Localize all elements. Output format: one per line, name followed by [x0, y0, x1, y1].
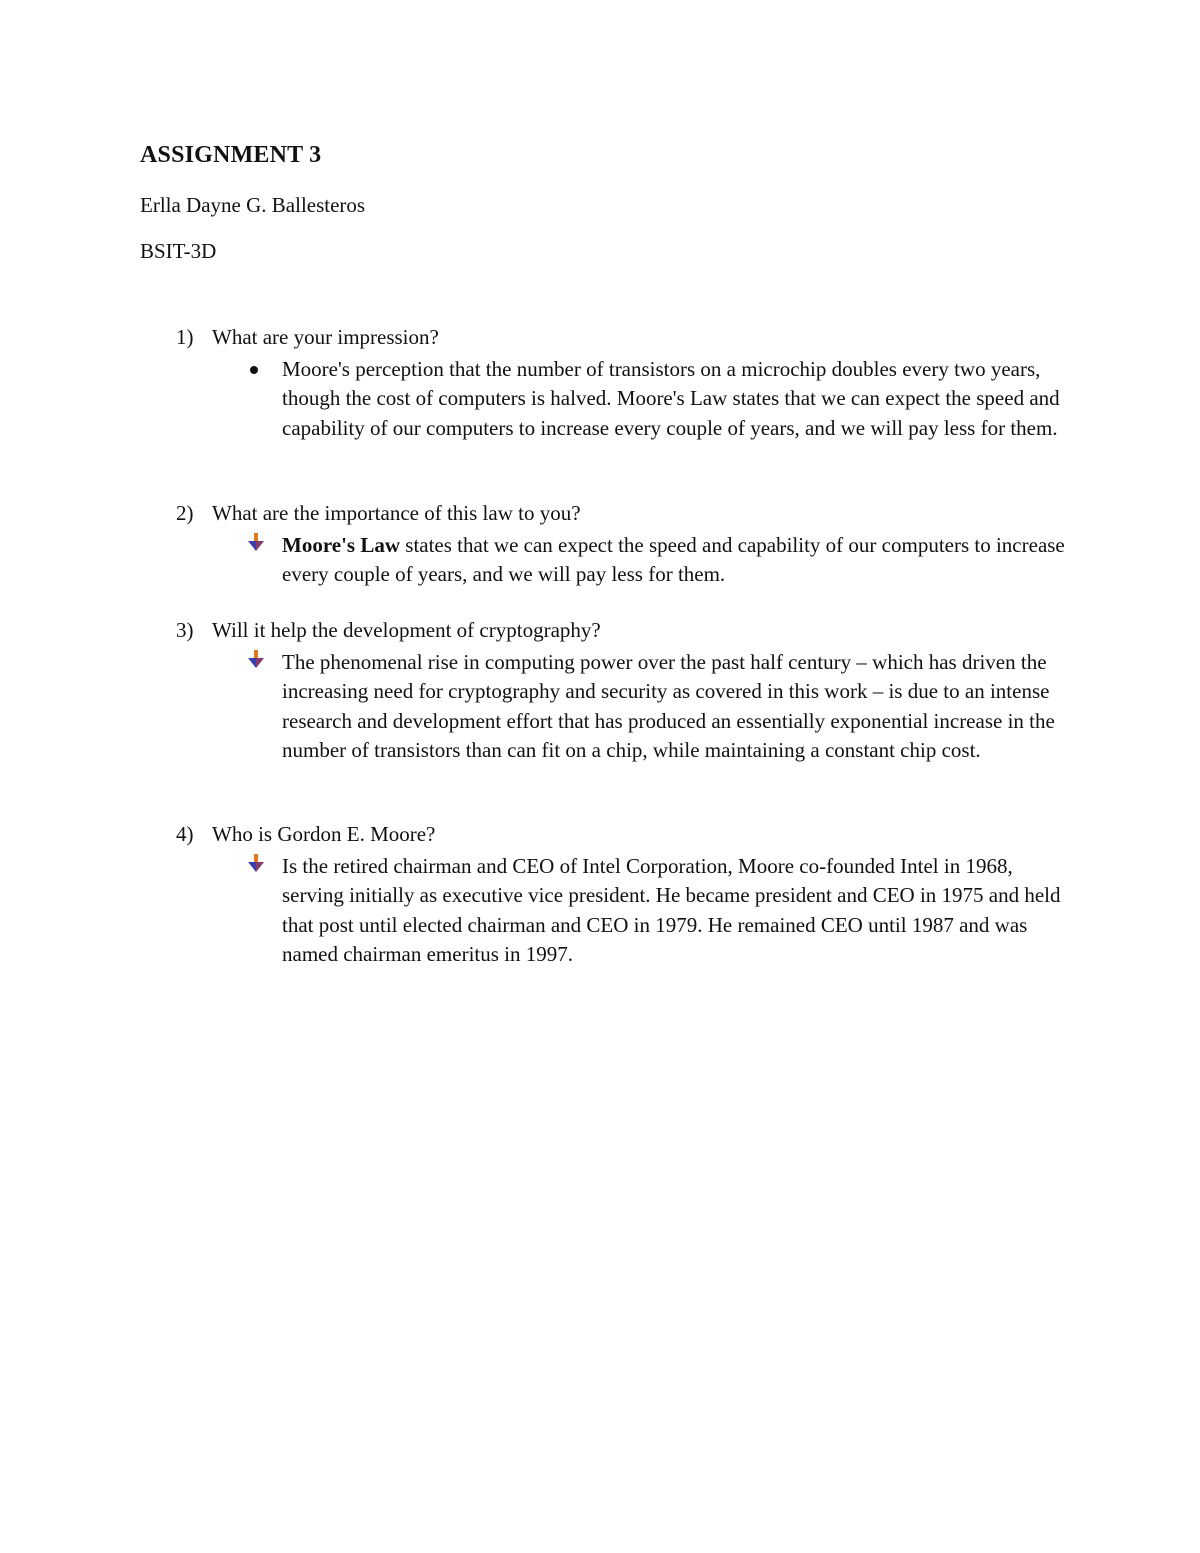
question-text: What are the importance of this law to you?	[212, 501, 581, 525]
answer-body: The phenomenal rise in computing power over the past half century – which has driven the increasing need for cryptography and security as covered in this work – is due to an intense research and development effort that has produced an essentially exponential increase in the number of transistors than can fit on a chip, while maintaining a constant chip cost.	[282, 649, 1055, 762]
question-number: 4)	[176, 822, 194, 846]
author-name: Erlla Dayne G. Ballesteros	[140, 193, 366, 217]
question-1	[176, 325, 439, 350]
question-text: Who is Gordon E. Moore?	[212, 822, 436, 846]
arrow-bullet-icon	[244, 531, 268, 555]
answer-body: Moore's perception that the number of transistors on a microchip doubles every two years, though the cost of computers is halved. Moore's Law states that we can expect the speed and capability of our computers to increase every couple of years, and we will pay less for them.	[282, 356, 1060, 440]
question-4	[176, 822, 435, 847]
question-text: What are your impression?	[212, 325, 439, 349]
answer-body: Is the retired chairman and CEO of Intel Corporation, Moore co-founded Intel in 1968, serving initially as executive vice president. He became president and CEO in 1975 and held that post until elected chairman and CEO in 1979. He remained CEO until 1987 and was named chairman emeritus in 1997.	[282, 853, 1061, 966]
document-title: ASSIGNMENT 3	[140, 142, 322, 168]
question-number: 3)	[176, 618, 194, 642]
question-number: 2)	[176, 501, 194, 525]
answer-body: states that we can expect the speed and capability of our computers to increase every couple of years, and we will pay less for them.	[282, 532, 1065, 586]
answer-bold-term: Moore's Law	[282, 532, 401, 557]
class-section: BSIT-3D	[140, 239, 217, 263]
question-number: 1)	[176, 325, 194, 349]
answer-text	[282, 648, 1072, 766]
answer-text	[282, 355, 1072, 444]
answer-text	[282, 531, 1072, 590]
dot-bullet-icon	[244, 355, 268, 379]
arrow-bullet-icon	[244, 852, 268, 876]
arrow-bullet-icon	[244, 648, 268, 672]
question-text: Will it help the development of cryptography?	[212, 618, 601, 642]
answer-text	[282, 852, 1072, 970]
question-2	[176, 501, 581, 526]
question-3	[176, 618, 601, 643]
